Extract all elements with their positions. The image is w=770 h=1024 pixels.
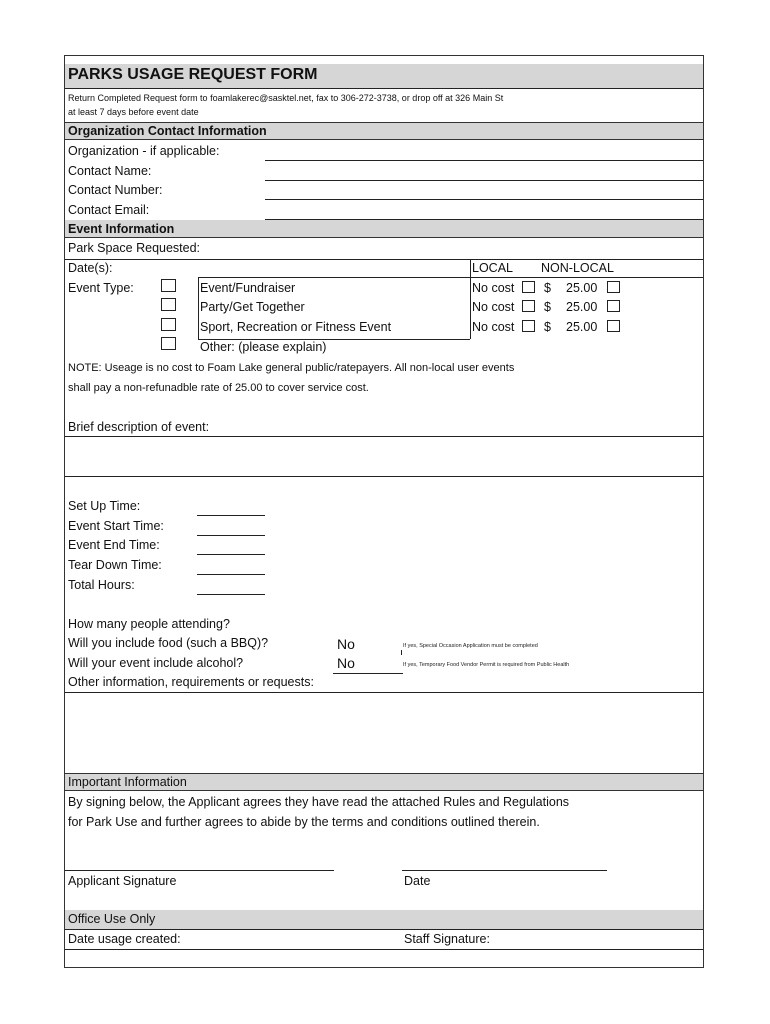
people-label: How many people attending? bbox=[68, 617, 230, 631]
food-note: If yes, Special Occasion Application must be completed bbox=[403, 643, 538, 649]
contact-number-field[interactable] bbox=[265, 199, 703, 200]
local-rate-checkbox[interactable] bbox=[522, 300, 535, 312]
event-heading: Event Information bbox=[68, 222, 175, 236]
nonlocal-currency: $ bbox=[544, 300, 551, 314]
event-end-field[interactable] bbox=[197, 554, 265, 555]
organization-label: Organization - if applicable: bbox=[68, 144, 220, 158]
divider bbox=[65, 929, 703, 930]
form-title: PARKS USAGE REQUEST FORM bbox=[68, 66, 318, 83]
office-heading-band bbox=[65, 910, 703, 929]
event-type-checkbox-other[interactable] bbox=[161, 337, 176, 350]
nonlocal-rate-checkbox[interactable] bbox=[607, 320, 620, 332]
description-label: Brief description of event: bbox=[68, 420, 210, 434]
event-type-party: Party/Get Together bbox=[200, 300, 305, 314]
event-type-label: Event Type: bbox=[68, 281, 134, 295]
divider bbox=[65, 949, 703, 950]
contact-name-field[interactable] bbox=[265, 180, 703, 181]
teardown-field[interactable] bbox=[197, 574, 265, 575]
alcohol-label: Will your event include alcohol? bbox=[68, 656, 244, 670]
organization-field[interactable] bbox=[265, 160, 703, 161]
local-rate-checkbox[interactable] bbox=[522, 281, 535, 293]
park-space-label: Park Space Requested: bbox=[68, 241, 201, 255]
rates-bottom-line bbox=[198, 339, 470, 340]
total-hours-label: Total Hours: bbox=[68, 578, 135, 592]
applicant-signature-line[interactable] bbox=[65, 870, 334, 871]
dates-label: Date(s): bbox=[68, 261, 113, 275]
event-type-sport: Sport, Recreation or Fitness Event bbox=[200, 320, 392, 334]
date-label: Date bbox=[404, 874, 431, 888]
applicant-signature-label: Applicant Signature bbox=[68, 874, 177, 888]
note-line1: NOTE: Useage is no cost to Foam Lake general public/ratepayers. All non-local user events bbox=[68, 362, 515, 374]
local-rate-text: No cost bbox=[472, 300, 515, 314]
contact-number-label: Contact Number: bbox=[68, 183, 163, 197]
nonlocal-rate-checkbox[interactable] bbox=[607, 300, 620, 312]
nonlocal-amount: 25.00 bbox=[566, 300, 598, 314]
rates-header-underline bbox=[470, 277, 703, 278]
food-value[interactable]: No bbox=[337, 636, 355, 652]
divider bbox=[65, 88, 703, 89]
local-header: LOCAL bbox=[472, 261, 513, 275]
event-end-label: Event End Time: bbox=[68, 538, 160, 552]
alcohol-note: If yes, Temporary Food Vendor Permit is required from Public Health bbox=[403, 662, 570, 668]
date-created-label: Date usage created: bbox=[68, 932, 181, 946]
nonlocal-amount: 25.00 bbox=[566, 281, 598, 295]
alcohol-underline bbox=[333, 673, 403, 674]
food-label: Will you include food (such a BBQ)? bbox=[68, 636, 269, 650]
instructions-line2: at least 7 days before event date bbox=[68, 107, 199, 117]
important-line2: for Park Use and further agrees to abide by the terms and conditions outlined therein. bbox=[68, 815, 540, 829]
office-heading: Office Use Only bbox=[68, 912, 156, 926]
event-type-box-left bbox=[198, 277, 199, 339]
nonlocal-currency: $ bbox=[544, 320, 551, 334]
local-rate-text: No cost bbox=[472, 320, 515, 334]
important-line1: By signing below, the Applicant agrees they have read the attached Rules and Regulations bbox=[68, 795, 570, 809]
other-info-label: Other information, requirements or requests: bbox=[68, 675, 314, 689]
instructions-line1: Return Completed Request form to foamlakerec@sasktel.net, fax to 306-272-3738, or drop off at 326 Main St bbox=[68, 93, 504, 103]
teardown-label: Tear Down Time: bbox=[68, 558, 162, 572]
event-type-checkbox-party[interactable] bbox=[161, 298, 176, 311]
other-info-field[interactable] bbox=[65, 693, 703, 773]
event-type-checkbox-fundraiser[interactable] bbox=[161, 279, 176, 292]
description-field[interactable] bbox=[65, 437, 703, 475]
setup-time-label: Set Up Time: bbox=[68, 499, 141, 513]
dates-field[interactable] bbox=[198, 277, 470, 278]
date-signature-line[interactable] bbox=[402, 870, 607, 871]
setup-time-field[interactable] bbox=[197, 515, 265, 516]
park-space-field[interactable] bbox=[65, 259, 703, 260]
contact-email-label: Contact Email: bbox=[68, 203, 150, 217]
total-hours-field[interactable] bbox=[197, 594, 265, 595]
local-rate-text: No cost bbox=[472, 281, 515, 295]
nonlocal-header: NON-LOCAL bbox=[541, 261, 614, 275]
nonlocal-rate-checkbox[interactable] bbox=[607, 281, 620, 293]
nonlocal-currency: $ bbox=[544, 281, 551, 295]
food-note-tick bbox=[401, 650, 402, 655]
staff-signature-label: Staff Signature: bbox=[404, 932, 490, 946]
parks-usage-request-form bbox=[64, 55, 704, 968]
event-start-label: Event Start Time: bbox=[68, 519, 164, 533]
contact-name-label: Contact Name: bbox=[68, 164, 152, 178]
alcohol-value[interactable]: No bbox=[337, 655, 355, 671]
description-box-bottom bbox=[65, 476, 703, 477]
event-type-checkbox-sport[interactable] bbox=[161, 318, 176, 331]
nonlocal-amount: 25.00 bbox=[566, 320, 598, 334]
important-heading: Important Information bbox=[68, 775, 187, 789]
note-line2: shall pay a non-refunadble rate of 25.00 to cover service cost. bbox=[68, 382, 369, 394]
event-start-field[interactable] bbox=[197, 535, 265, 536]
local-rate-checkbox[interactable] bbox=[522, 320, 535, 332]
rates-column-divider bbox=[470, 259, 471, 339]
event-type-fundraiser: Event/Fundraiser bbox=[200, 281, 296, 295]
event-type-other: Other: (please explain) bbox=[200, 340, 327, 354]
contact-heading: Organization Contact Information bbox=[68, 124, 267, 138]
